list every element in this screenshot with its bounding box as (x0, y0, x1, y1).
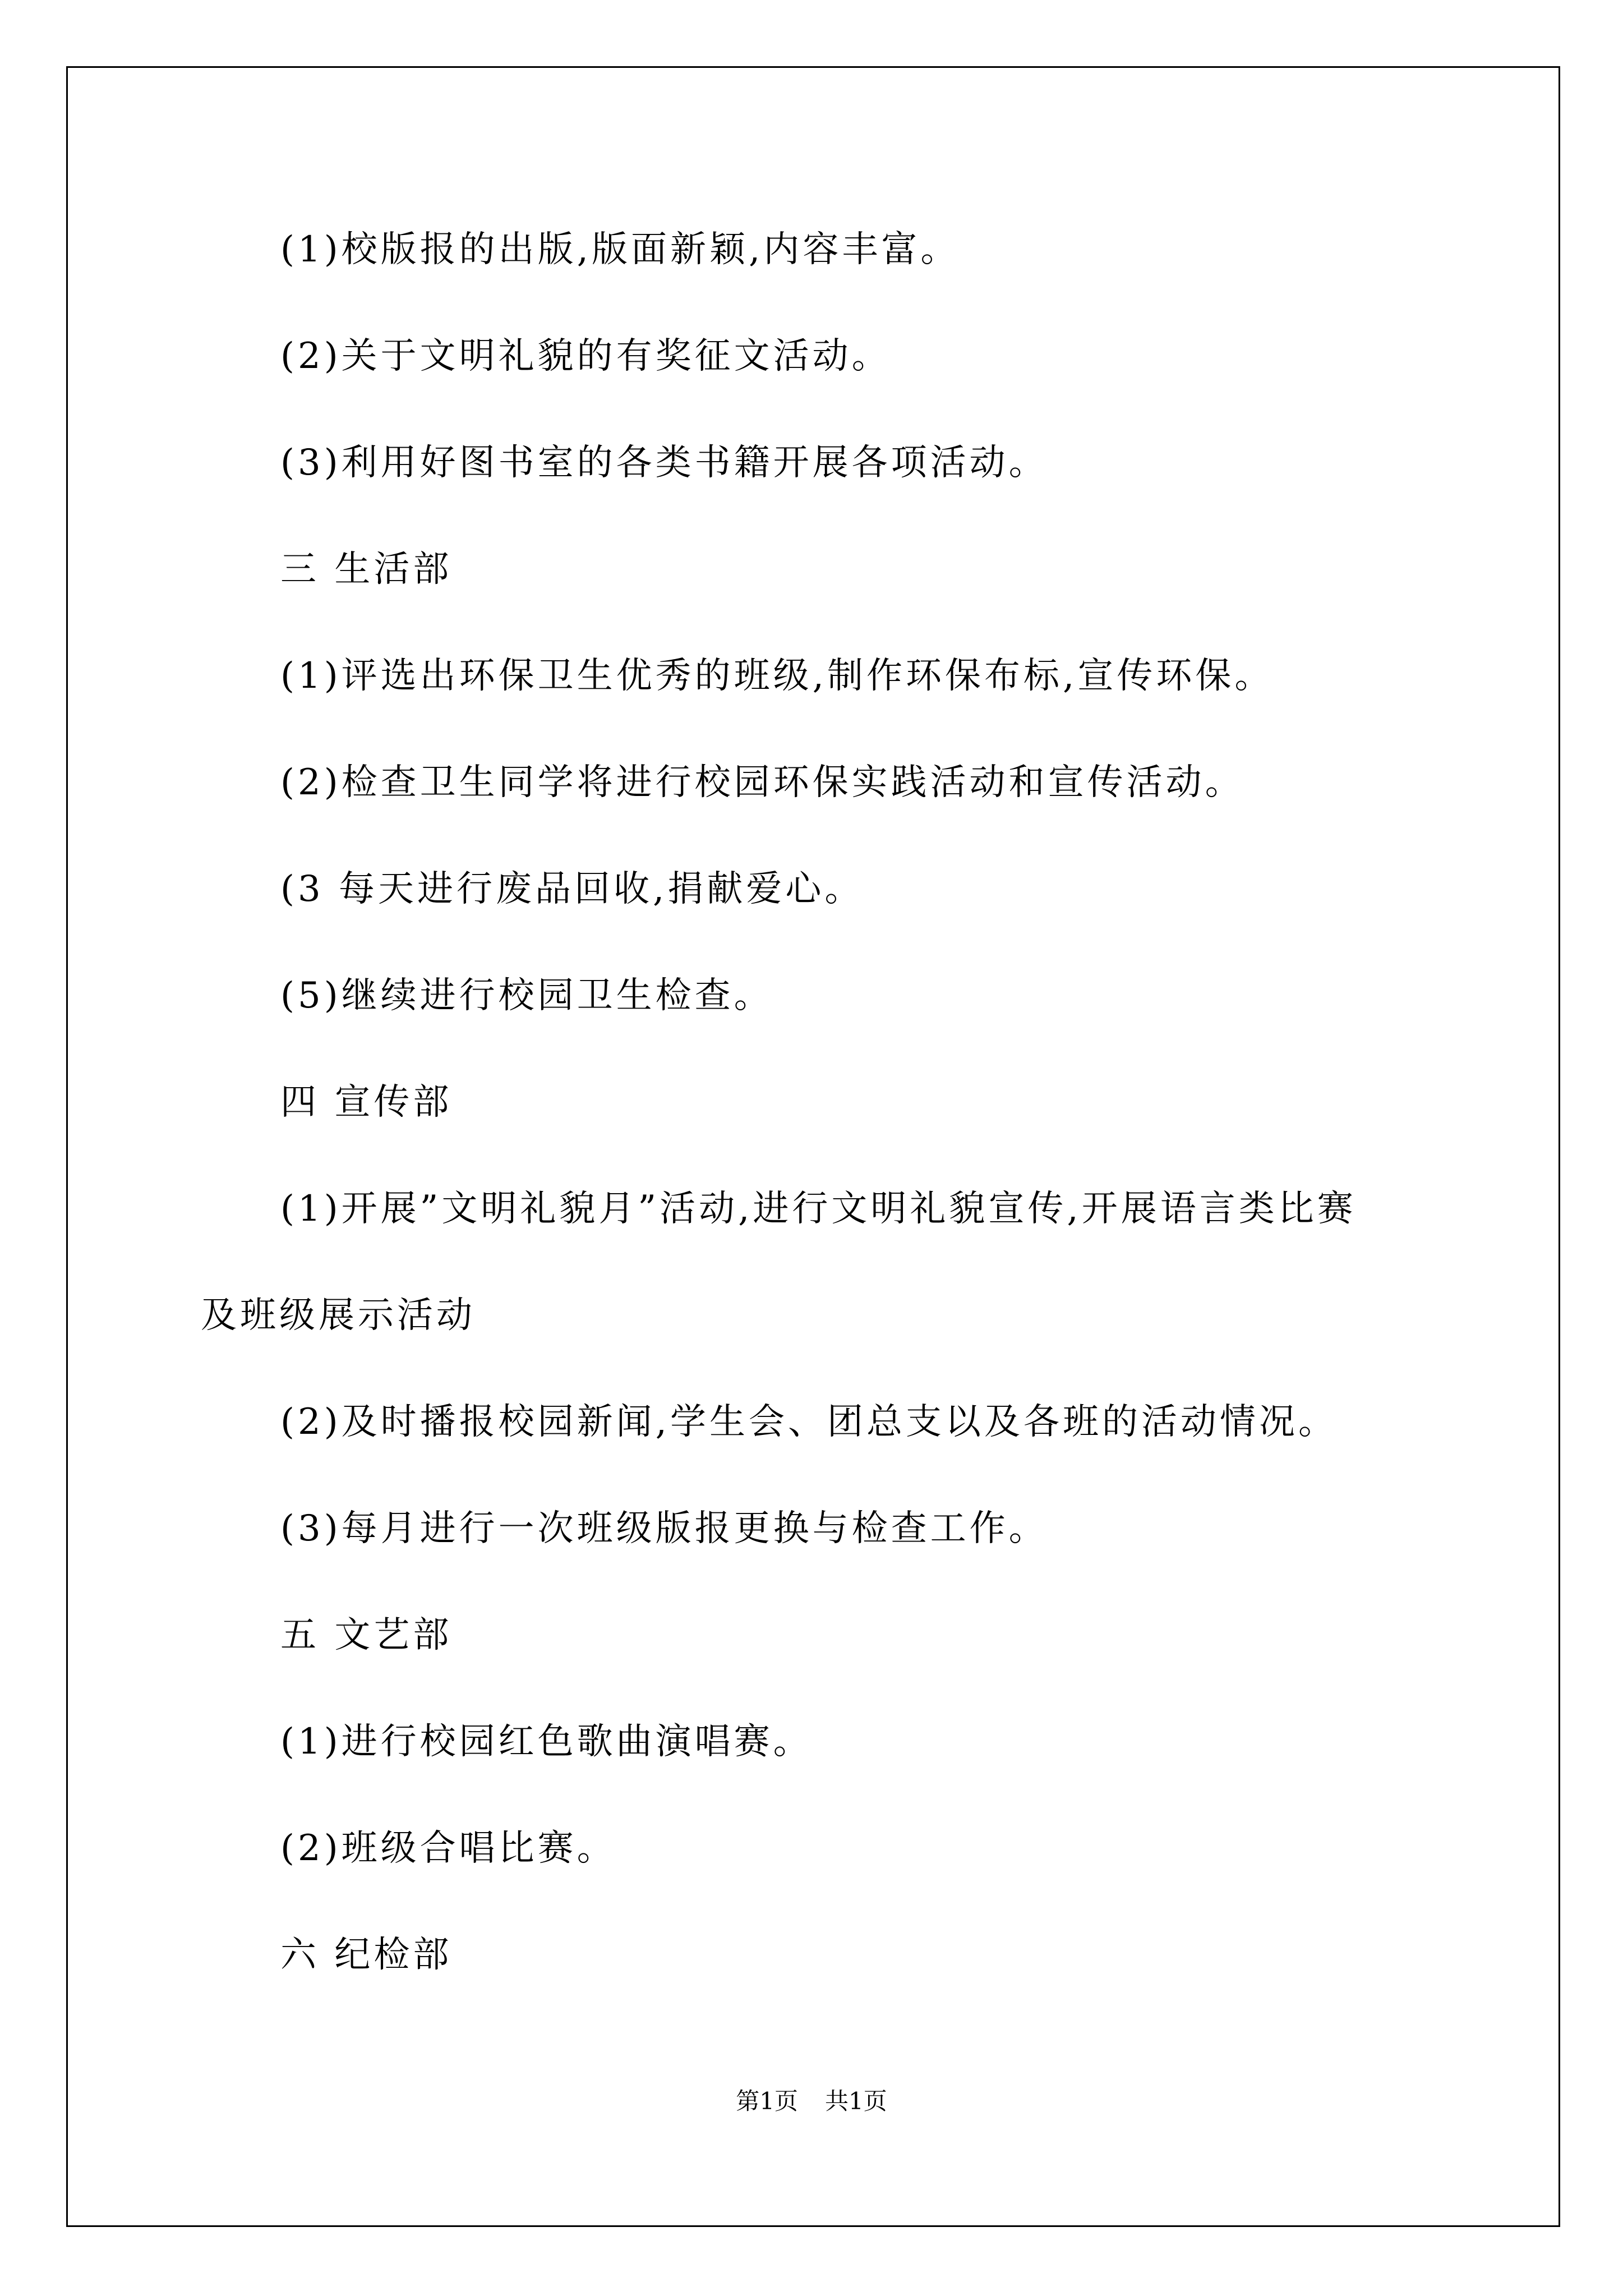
section-heading-life: 三 生活部 (280, 549, 453, 590)
list-item: (3 每天进行废品回收,捐献爱心。 (280, 868, 864, 910)
list-item: (5)继续进行校园卫生检查。 (280, 975, 773, 1016)
page-footer (0, 2085, 1623, 2118)
list-item: (2)班级合唱比赛。 (280, 1828, 616, 1869)
list-item: (2)关于文明礼貌的有奖征文活动。 (280, 335, 891, 377)
section-heading-publicity: 四 宣传部 (280, 1082, 453, 1123)
section-heading-discipline: 六 纪检部 (280, 1934, 453, 1976)
page-current: 第1页 (736, 2087, 798, 2115)
list-item: (3)利用好图书室的各类书籍开展各项活动。 (280, 442, 1048, 484)
section-heading-arts: 五 文艺部 (280, 1614, 453, 1656)
list-item: (2)检查卫生同学将进行校园环保实践活动和宣传活动。 (280, 762, 1244, 803)
list-item: (3)每月进行一次班级版报更换与检查工作。 (280, 1508, 1048, 1549)
list-item: (1)评选出环保卫生优秀的班级,制作环保布标,宣传环保。 (280, 655, 1274, 697)
list-item-continuation: 及班级展示活动 (201, 1295, 476, 1336)
list-item: (1)校版报的出版,版面新颖,内容丰富。 (280, 229, 960, 270)
list-item: (1)开展”文明礼貌月”活动,进行文明礼貌宣传,开展语言类比赛 (280, 1188, 1357, 1230)
list-item: (1)进行校园红色歌曲演唱赛。 (280, 1721, 813, 1763)
page-border (66, 66, 1560, 2227)
list-item: (2)及时播报校园新闻,学生会、团总支以及各班的活动情况。 (280, 1401, 1338, 1443)
page-total: 共1页 (825, 2087, 887, 2115)
